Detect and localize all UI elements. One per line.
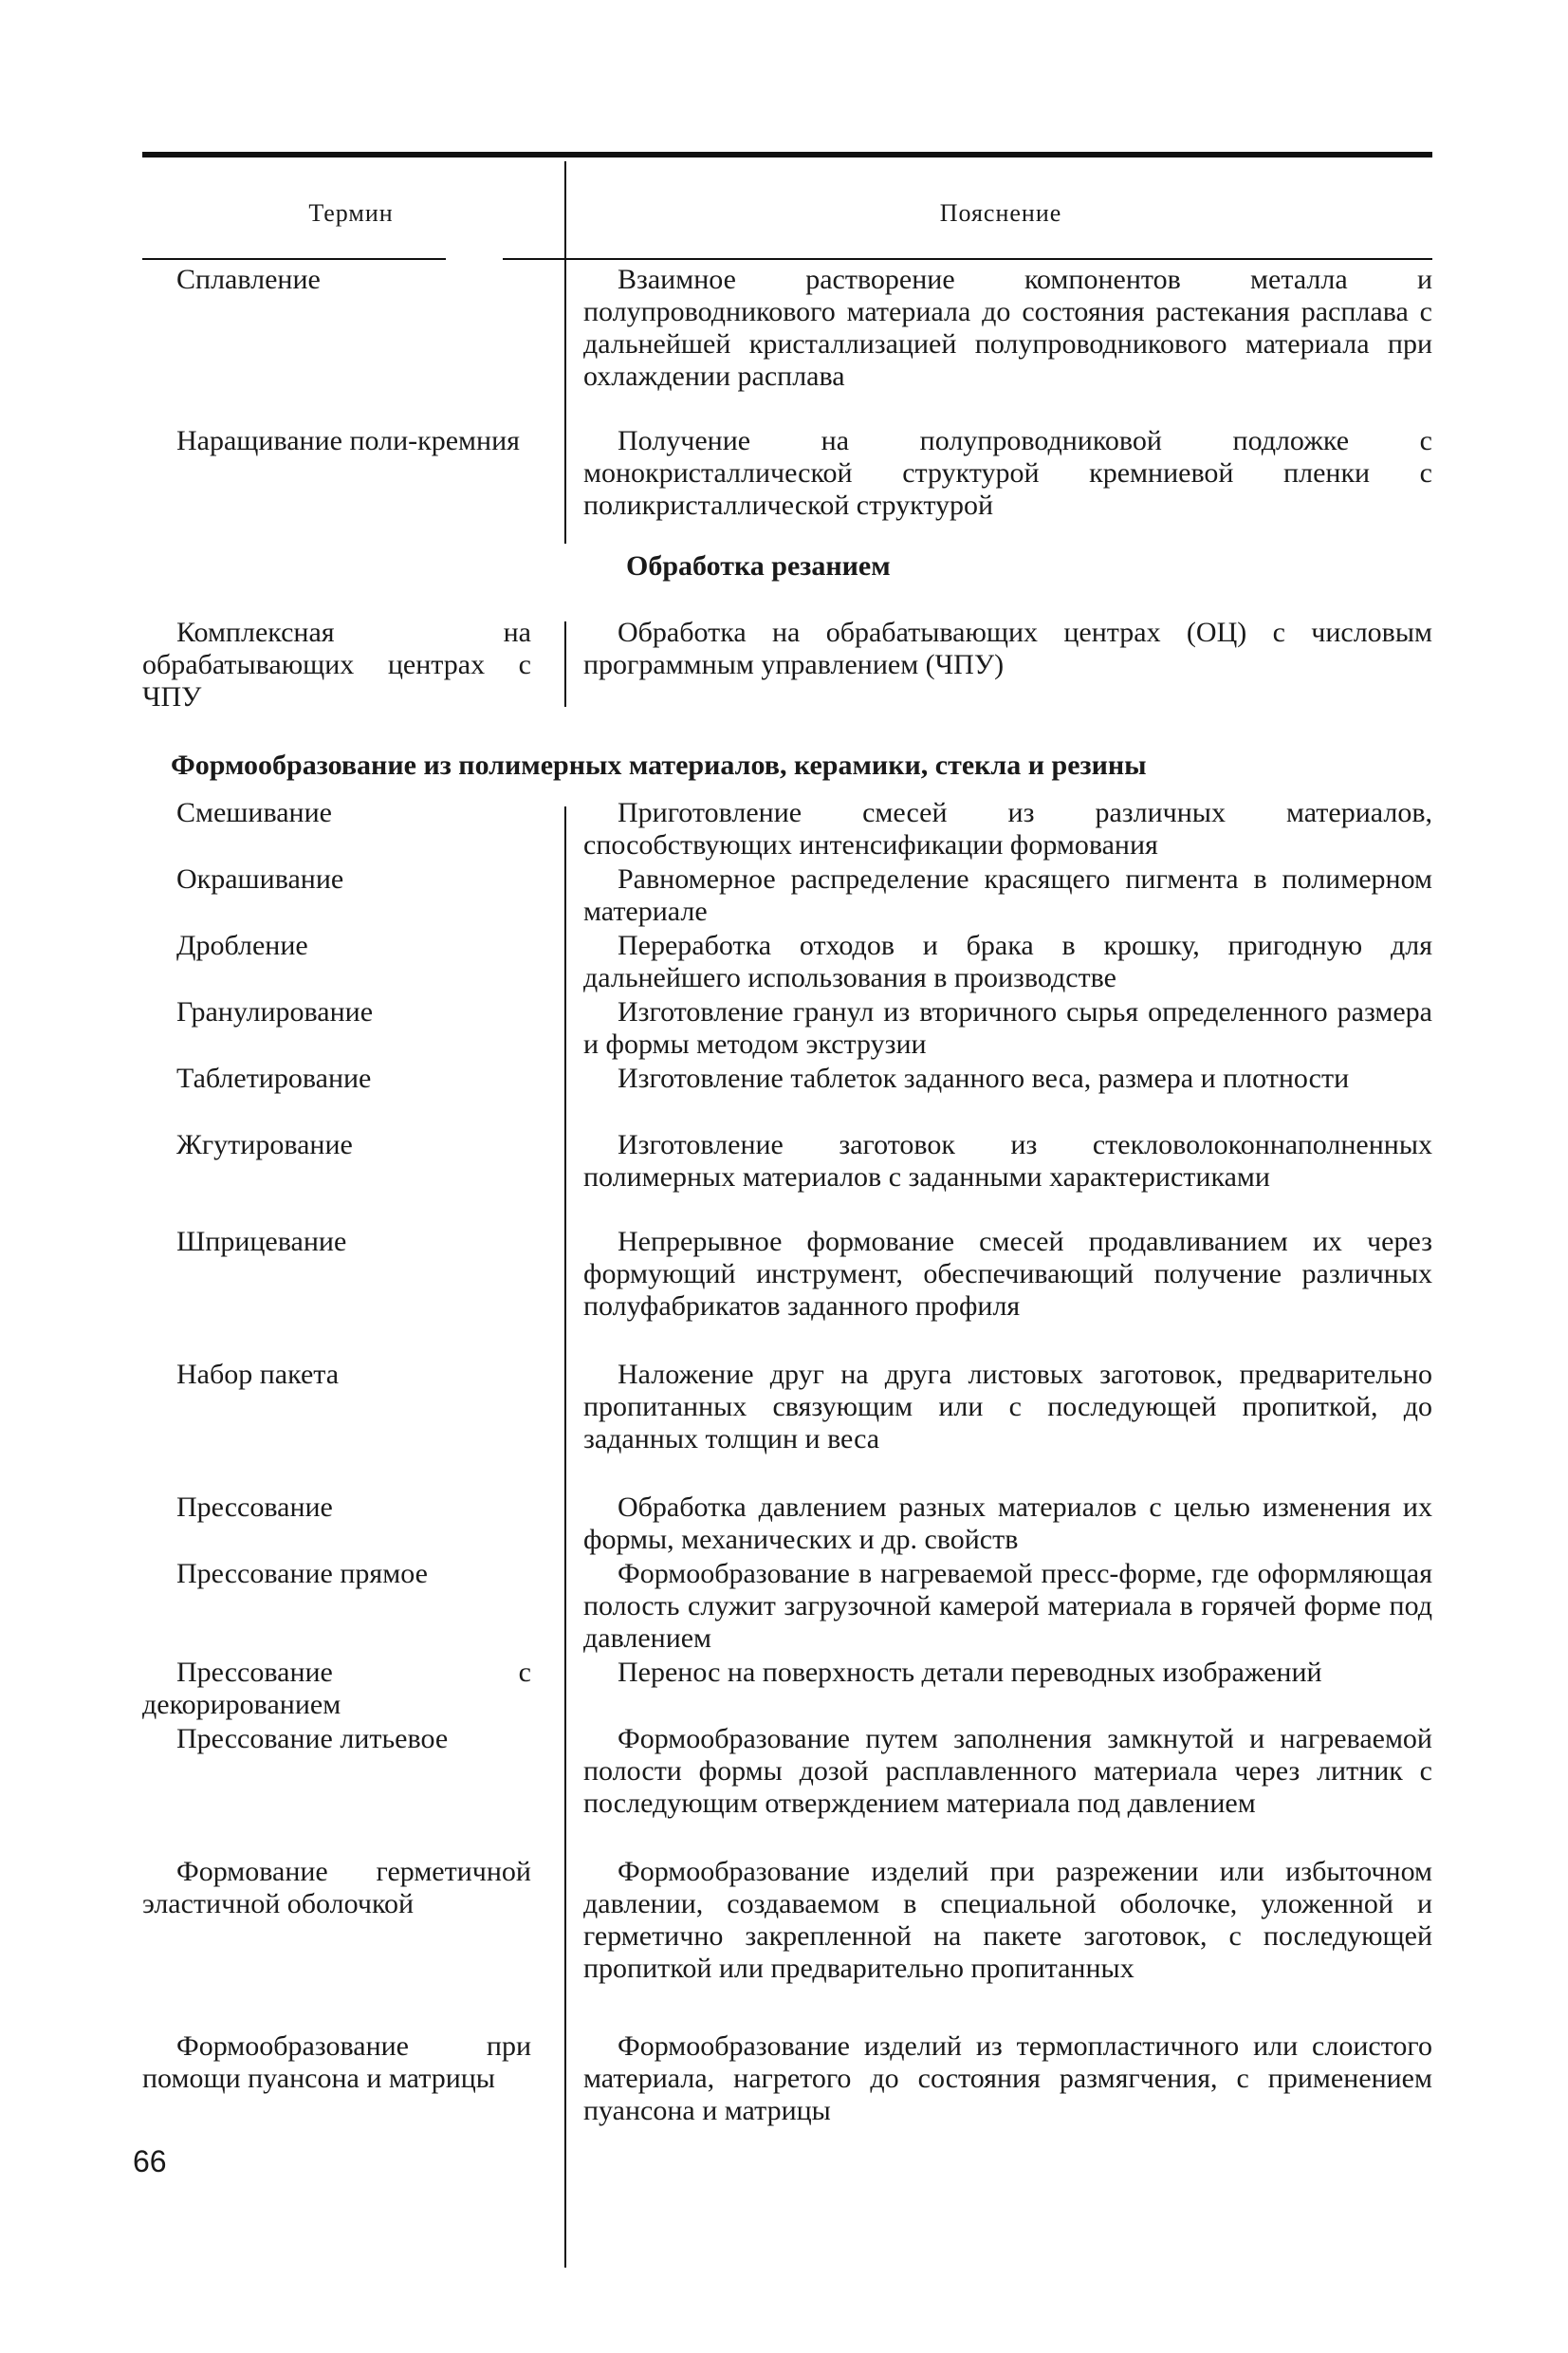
- explanation-cell: Обработка на обрабатывающих центрах (ОЦ) с числовым программным управлением (ЧПУ): [583, 617, 1432, 680]
- explanation-cell: Формообразование изделий при разрежении или избыточном давлении, создаваемом в специальной оболочке, уложенной и герметично закрепленной на пакете заготовок, с последующей пропиткой или предварительно пропитанных: [583, 1856, 1432, 1984]
- column-divider: [564, 621, 566, 707]
- explanation-cell: Изготовление таблеток заданного веса, размера и плотности: [618, 1063, 1350, 1094]
- term-cell: Прессование литьевое: [176, 1723, 449, 1754]
- header-term: Термин: [308, 199, 394, 227]
- section-heading-forming: Формообразование из полимерных материалов, керамики, стекла и резины: [171, 750, 1147, 781]
- header-rule-right: [503, 258, 1432, 260]
- section-heading-cutting: Обработка резанием: [626, 550, 891, 582]
- page-number: 66: [133, 2144, 167, 2178]
- header-explanation: Пояснение: [939, 199, 1062, 227]
- explanation-cell: Изготовление гранул из вторичного сырья определенного размера и формы методом экструзии: [583, 996, 1432, 1060]
- term-cell: Набор пакета: [176, 1359, 340, 1390]
- term-cell: Шприцевание: [176, 1226, 347, 1257]
- top-rule: [142, 152, 1432, 157]
- term-cell: Прессование: [176, 1491, 333, 1523]
- explanation-cell: Равномерное распределение красящего пигмента в полимерном материале: [583, 863, 1432, 927]
- explanation-cell: Обработка давлением разных материалов с целью изменения их формы, механических и др. свойств: [583, 1491, 1432, 1555]
- term-cell: Формообразование при помощи пуансона и матрицы: [142, 2030, 531, 2094]
- explanation-cell: Формообразование путем заполнения замкнутой и нагреваемой полости формы дозой расплавленного материала через литник с последующим отверждением материала под давлением: [583, 1723, 1432, 1819]
- term-cell: Таблетирование: [176, 1063, 372, 1094]
- explanation-cell: Непрерывное формование смесей продавливанием их через формующий инструмент, обеспечивающий получение различных полуфабрикатов заданного профиля: [583, 1226, 1432, 1322]
- term-cell: Дробление: [176, 930, 308, 961]
- explanation-cell: Перенос на поверхность детали переводных изображений: [618, 1657, 1322, 1688]
- explanation-cell: Наложение друг на друга листовых заготовок, предварительно пропитанных связующим или с последующей пропиткой, до заданных толщин и веса: [583, 1359, 1432, 1454]
- explanation-cell: Получение на полупроводниковой подложке с монокристаллической структурой кремниевой пленки с поликристаллической структурой: [583, 425, 1432, 521]
- term-cell: Прессование с декорированием: [142, 1657, 531, 1720]
- column-divider: [564, 806, 566, 2268]
- explanation-cell: Формообразование в нагреваемой пресс-форме, где оформляющая полость служит загрузочной камерой материала в горячей форме под давлением: [583, 1558, 1432, 1654]
- explanation-cell: Изготовление заготовок из стекловолоконнаполненных полимерных материалов с заданными характеристиками: [583, 1129, 1432, 1193]
- term-cell: Сплавление: [176, 264, 321, 295]
- explanation-cell: Переработка отходов и брака в крошку, пригодную для дальнейшего использования в производстве: [583, 930, 1432, 993]
- term-cell: Смешивание: [176, 797, 332, 828]
- explanation-cell: Взаимное растворение компонентов металла и полупроводникового материала до состояния растекания расплава с дальнейшей кристаллизацией полупроводникового материала при охлаждении расплава: [583, 264, 1432, 392]
- term-cell: Прессование прямое: [176, 1558, 428, 1589]
- term-cell: Формование герметичной эластичной оболочкой: [142, 1856, 531, 1919]
- explanation-cell: Формообразование изделий из термопластичного или слоистого материала, нагретого до состояния размягчения, с применением пуансона и матрицы: [583, 2030, 1432, 2126]
- term-cell: Жгутирование: [176, 1129, 353, 1160]
- term-cell: Гранулирование: [176, 996, 374, 1028]
- column-divider: [564, 270, 566, 544]
- term-cell: Окрашивание: [176, 863, 344, 895]
- term-cell: Наращивание поли-кремния: [176, 425, 520, 456]
- header-rule-left: [142, 258, 446, 260]
- explanation-cell: Приготовление смесей из различных материалов, способствующих интенсификации формования: [583, 797, 1432, 861]
- term-cell: Комплексная на обрабатывающих центрах с ЧПУ: [142, 617, 531, 713]
